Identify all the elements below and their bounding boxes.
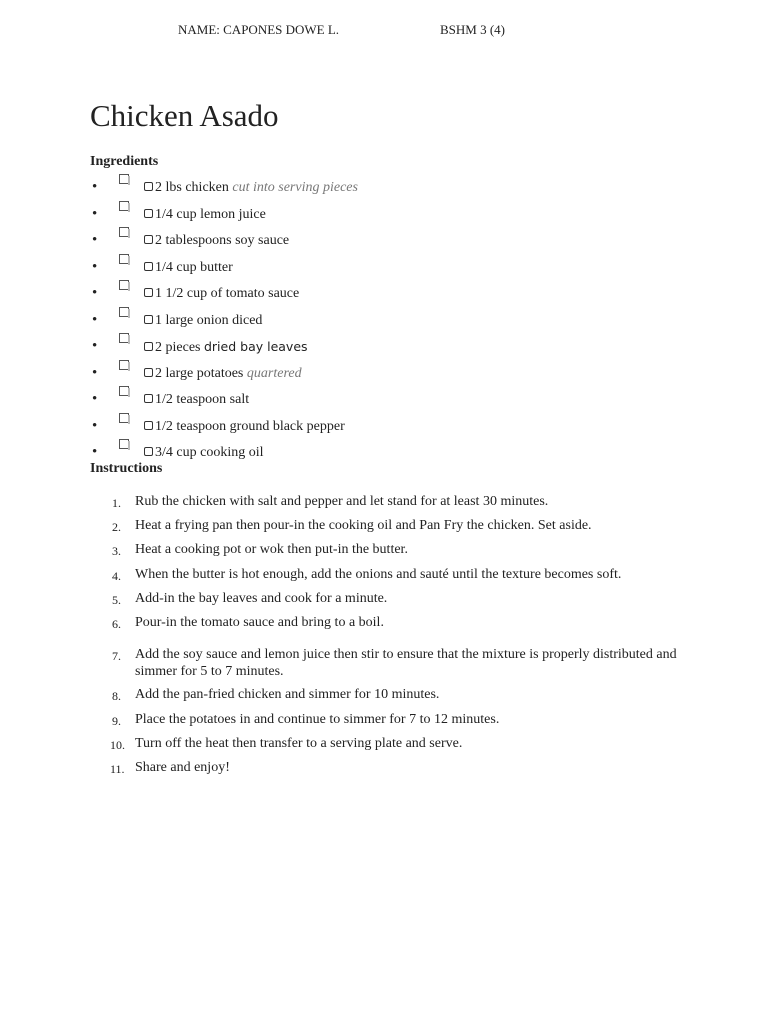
ingredient-text <box>144 260 233 276</box>
ingredient-label: 1/2 teaspoon ground black pepper <box>155 418 345 434</box>
header-section-code: BSHM 3 (4) <box>440 22 506 37</box>
ingredient-text <box>144 313 262 329</box>
checkbox-icon[interactable] <box>119 333 129 343</box>
checkbox-glyph-icon <box>144 368 153 377</box>
checkbox-glyph-icon <box>144 182 153 191</box>
step-number: 8. <box>112 689 121 703</box>
step-text: Add the pan-fried chicken and simmer for 10 minutes. <box>135 687 440 702</box>
ingredient-text <box>144 366 302 382</box>
step-number: 7. <box>112 649 121 663</box>
ingredient-item <box>0 254 768 281</box>
step-text: Place the potatoes in and continue to simmer for 7 to 12 minutes. <box>135 712 500 727</box>
ingredient-item <box>0 333 768 360</box>
checkbox-glyph-icon <box>144 288 153 297</box>
recipe-title: Chicken Asado <box>90 98 279 133</box>
checkbox-icon[interactable] <box>119 386 129 396</box>
bullet-marker: • <box>92 417 98 434</box>
checkbox-glyph-icon <box>144 209 153 218</box>
ingredient-text <box>144 207 266 223</box>
ingredient-text <box>144 180 358 196</box>
step-text: Rub the chicken with salt and pepper and let stand for at least 30 minutes. <box>135 494 549 509</box>
ingredient-item <box>0 386 768 413</box>
ingredient-label: 1 1/2 cup of tomato sauce <box>155 286 300 301</box>
checkbox-glyph-icon <box>144 447 153 456</box>
checkbox-icon[interactable] <box>119 413 129 423</box>
checkbox-icon[interactable] <box>119 254 129 264</box>
bullet-marker: • <box>92 205 98 222</box>
checkbox-icon[interactable] <box>119 280 129 290</box>
ingredient-item <box>0 360 768 387</box>
step-text: Add-in the bay leaves and cook for a minute. <box>135 591 388 606</box>
ingredient-label: 1/2 teaspoon salt <box>155 392 250 407</box>
ingredient-item <box>0 201 768 228</box>
ingredient-note: cut into serving pieces <box>232 180 358 195</box>
ingredient-text <box>144 392 249 408</box>
checkbox-icon[interactable] <box>119 439 129 449</box>
instructions-heading: Instructions <box>90 461 163 476</box>
ingredient-label: 2 large potatoes <box>155 365 244 381</box>
bullet-marker: • <box>92 179 98 195</box>
bullet-marker: • <box>92 258 98 275</box>
bullet-marker: • <box>92 232 98 248</box>
checkbox-glyph-icon <box>144 235 153 244</box>
ingredient-text <box>144 233 289 249</box>
ingredient-text <box>144 445 264 461</box>
bullet-marker: • <box>92 364 98 381</box>
checkbox-icon[interactable] <box>119 227 129 237</box>
step-number: 3. <box>112 544 121 558</box>
step-number: 6. <box>112 617 121 631</box>
step-text: Add the soy sauce and lemon juice then stir to ensure that the mixture is properly distributed and simmer for 5 to 7 minutes. <box>135 647 677 679</box>
ingredient-label: 1/4 cup lemon juice <box>155 206 266 222</box>
bullet-marker: • <box>92 444 98 460</box>
ingredient-label: 3/4 cup cooking oil <box>155 445 264 460</box>
ingredient-label: 2 tablespoons soy sauce <box>155 233 290 248</box>
ingredient-text <box>144 339 308 356</box>
step-number: 10. <box>110 738 125 752</box>
bullet-marker: • <box>92 338 98 354</box>
ingredient-item <box>0 413 768 440</box>
step-text: When the butter is hot enough, add the onions and sauté until the texture becomes soft. <box>135 567 622 582</box>
checkbox-icon[interactable] <box>119 201 129 211</box>
step-number: 1. <box>112 496 121 510</box>
checkbox-glyph-icon <box>144 262 153 271</box>
checkbox-glyph-icon <box>144 394 153 403</box>
step-number: 4. <box>112 569 121 583</box>
bullet-marker: • <box>92 391 98 407</box>
checkbox-icon[interactable] <box>119 174 129 184</box>
step-text: Heat a frying pan then pour-in the cooking oil and Pan Fry the chicken. Set aside. <box>135 518 592 533</box>
ingredient-item <box>0 280 768 307</box>
checkbox-icon[interactable] <box>119 307 129 317</box>
ingredients-list <box>0 174 768 466</box>
ingredient-text <box>144 419 345 435</box>
bullet-marker: • <box>92 285 98 301</box>
ingredient-extra: dried bay leaves <box>203 339 308 354</box>
ingredient-item <box>0 174 768 201</box>
ingredient-label: 2 lbs chicken <box>155 180 229 195</box>
ingredient-text <box>144 286 299 302</box>
checkbox-glyph-icon <box>144 421 153 430</box>
checkbox-glyph-icon <box>144 315 153 324</box>
step-text: Share and enjoy! <box>135 760 230 775</box>
step-text: Turn off the heat then transfer to a serving plate and serve. <box>135 736 463 751</box>
ingredient-label: 2 pieces <box>155 340 201 355</box>
step-text: Pour-in the tomato sauce and bring to a boil. <box>135 615 384 630</box>
ingredient-label: 1 large onion diced <box>155 312 263 328</box>
ingredient-label: 1/4 cup butter <box>155 259 233 275</box>
ingredients-heading: Ingredients <box>90 154 159 169</box>
checkbox-glyph-icon <box>144 342 153 351</box>
step-text: Heat a cooking pot or wok then put-in the butter. <box>135 542 408 557</box>
ingredient-item <box>0 307 768 334</box>
ingredient-note: quartered <box>246 365 302 381</box>
step-number: 2. <box>112 520 121 534</box>
step-number: 5. <box>112 593 121 607</box>
header-student-name: NAME: CAPONES DOWE L. <box>178 22 340 37</box>
ingredient-item <box>0 227 768 254</box>
bullet-marker: • <box>92 311 98 328</box>
checkbox-icon[interactable] <box>119 360 129 370</box>
step-number: 9. <box>112 714 121 728</box>
step-number: 11. <box>110 762 125 776</box>
